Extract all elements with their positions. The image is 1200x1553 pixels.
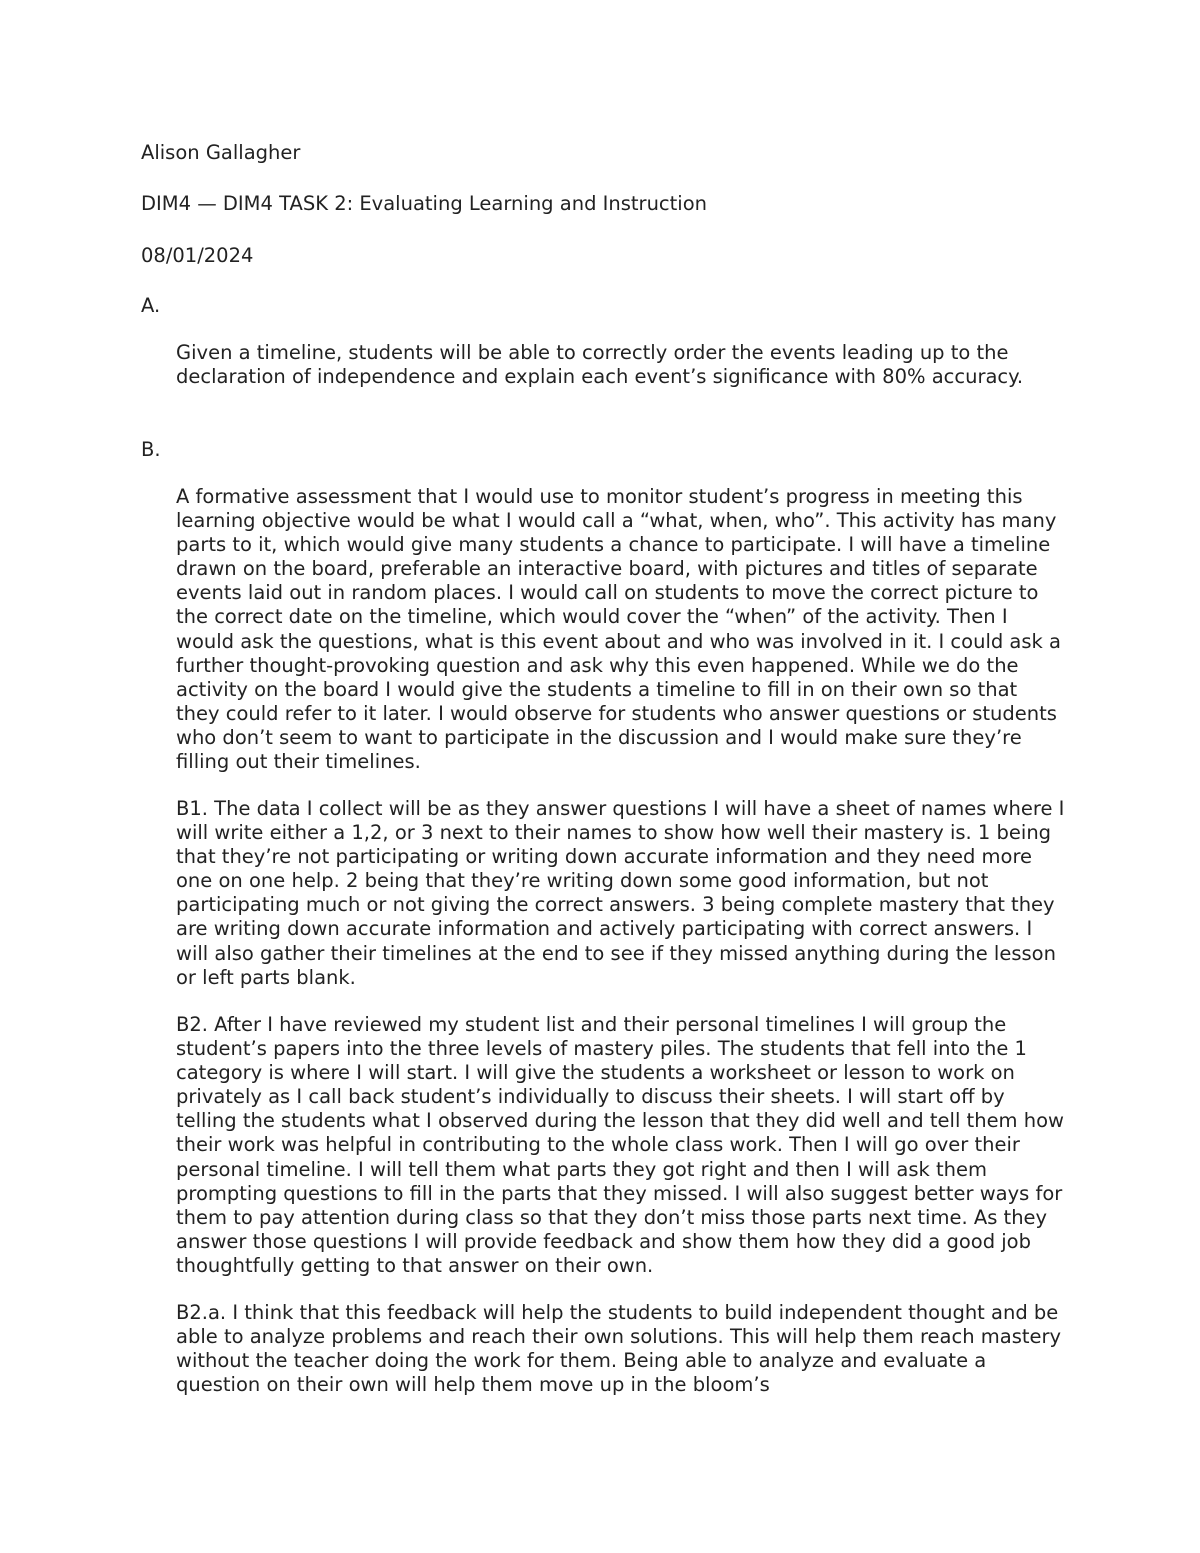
- section-b1-body: [176, 797, 1066, 990]
- course-title: DIM4 — DIM4 TASK 2: Evaluating Learning and Instruction: [141, 192, 708, 215]
- section-b-paragraph: A formative assessment that I would use to monitor student’s progress in meeting this learning objective would be what I would call a “what, when, who”. This activity has many parts to it, which would give many students a chance to participate. I will have a timeline drawn on the board, preferable an interactive board, with pictures and titles of separate events laid out in random places. I would call on students to move the correct picture to the correct date on the timeline, which would cover the “when” of the activity. Then I would ask the questions, what is this event about and who was involved in it. I could ask a further thought-provoking question and ask why this even happened. While we do the activity on the board I would give the students a timeline to fill in on their own so that they could refer to it later. I would observe for students who answer questions or students who don’t seem to want to participate in the discussion and I would make sure they’re filling out their timelines.: [176, 485, 1061, 774]
- author-name: Alison Gallagher: [141, 141, 301, 164]
- document-date: 08/01/2024: [141, 244, 254, 267]
- section-a-body: [176, 341, 1066, 389]
- section-b2a-body: [176, 1301, 1066, 1397]
- section-a-paragraph: Given a timeline, students will be able to correctly order the events leading up to the declaration of independence and explain each event’s significance with 80% accuracy.: [176, 341, 1024, 389]
- section-b-body: [176, 485, 1066, 774]
- section-a-label: A.: [141, 294, 161, 317]
- section-b-label: B.: [141, 438, 161, 461]
- section-b2-body: [176, 1013, 1066, 1278]
- section-b2a-paragraph: B2.a. I think that this feedback will help the students to build independent thought and be able to analyze problems and reach their own solutions. This will help them reach mastery without the teacher doing the work for them. Being able to analyze and evaluate a question on their own will help them move up in the bloom’s: [176, 1301, 1062, 1397]
- section-b2-paragraph: B2. After I have reviewed my student list and their personal timelines I will group the student’s papers into the three levels of mastery piles. The students that fell into the 1 category is where I will start. I will give the students a worksheet or lesson to work on privately as I call back student’s individually to discuss their sheets. I will start off by telling the students what I observed during the lesson that they did well and tell them how their work was helpful in contributing to the whole class work. Then I will go over their personal timeline. I will tell them what parts they got right and then I will ask them prompting questions to fill in the parts that they missed. I will also suggest better ways for them to pay attention during class so that they don’t miss those parts next time. As they answer those questions I will provide feedback and show them how they did a good job thoughtfully getting to that answer on their own.: [176, 1013, 1064, 1277]
- section-b1-paragraph: B1. The data I collect will be as they answer questions I will have a sheet of names where I will write either a 1,2, or 3 next to their names to show how well their mastery is. 1 being that they’re not participating or writing down accurate information and they need more one on one help. 2 being that they’re writing down some good information, but not participating much or not giving the correct answers. 3 being complete mastery that they are writing down accurate information and actively participating with correct answers. I will also gather their timelines at the end to see if they missed anything during the lesson or left parts blank.: [176, 797, 1065, 989]
